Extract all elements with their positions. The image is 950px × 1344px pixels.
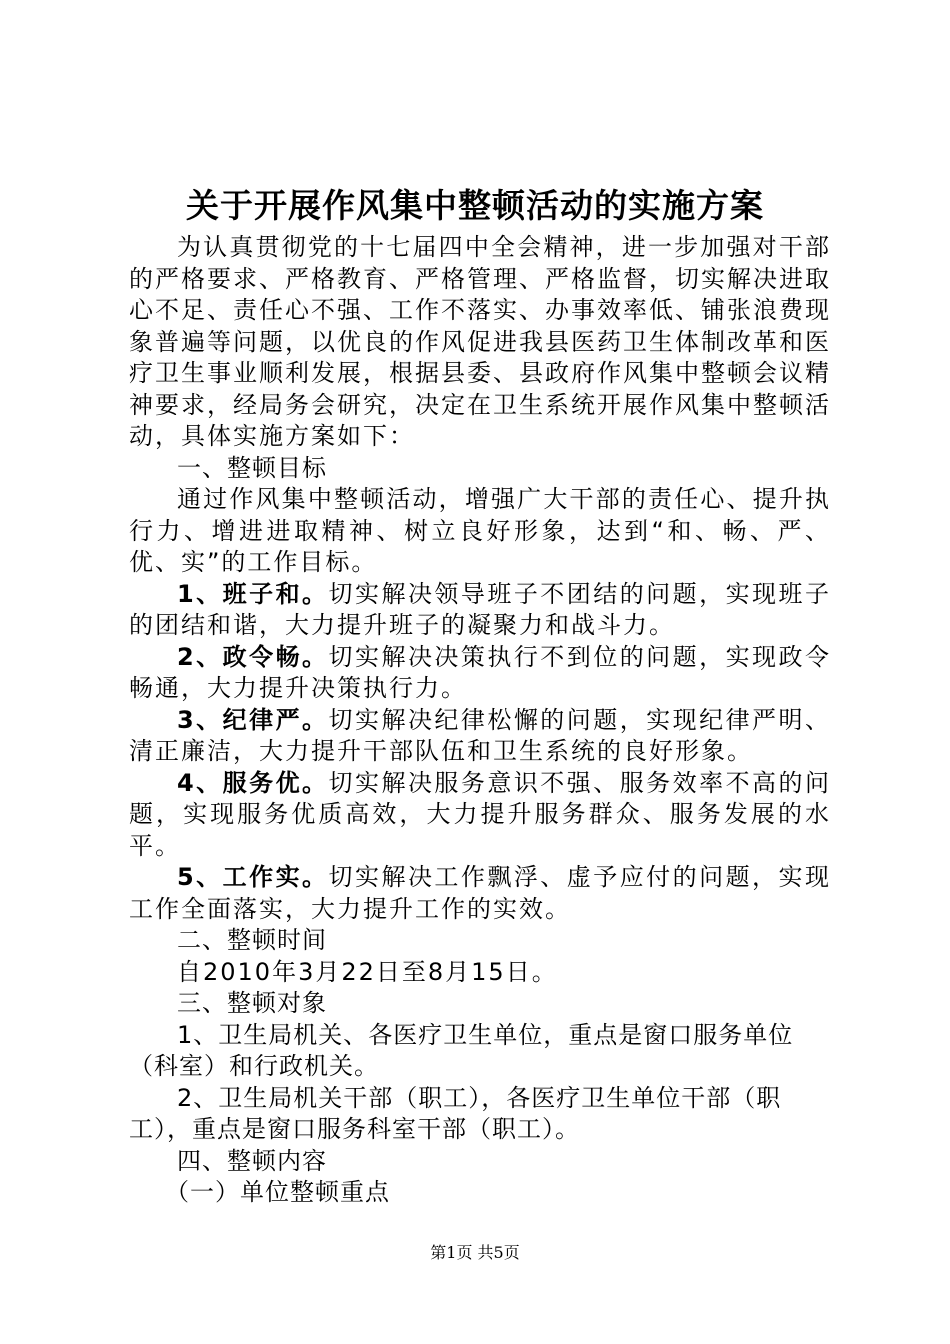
goal-item-text: 切实解决纪律松懈的问题，实现纪律严明、清正廉洁，大力提升干部队伍和卫生系统的良好形象。	[129, 705, 832, 765]
goal-item	[129, 579, 831, 642]
target-item: 1、卫生局机关、各医疗卫生单位，重点是窗口服务单位（科室）和行政机关。	[129, 1020, 794, 1080]
time-paragraph: 自2010年3月22日至8月15日。	[177, 957, 558, 986]
goals-paragraph: 通过作风集中整顿活动，增强广大干部的责任心、提升执行力、增进进取精神、树立良好形象，达到“和、畅、严、优、实”的工作目标。	[129, 485, 831, 576]
goal-item-lead: 1、班子和。	[177, 579, 329, 608]
goal-item-text: 切实解决服务意识不强、服务效率不高的问题，实现服务优质高效，大力提升服务群众、服务发展的水平。	[129, 768, 832, 860]
goal-item-lead: 5、工作实。	[177, 863, 329, 891]
goal-item-text: 切实解决领导班子不团结的问题，实现班子的团结和谐，大力提升班子的凝聚力和战斗力。	[129, 579, 832, 639]
target-item: 2、卫生局机关干部（职工），各医疗卫生单位干部（职工），重点是窗口服务科室干部（职工）。	[129, 1083, 782, 1143]
goal-item	[129, 642, 831, 705]
goal-item-lead: 2、政令畅。	[177, 642, 329, 671]
section-heading-goals: 一、整顿目标	[177, 453, 327, 482]
goal-item	[129, 862, 831, 925]
goal-item-lead: 4、服务优。	[177, 768, 329, 797]
section-heading-content: 四、整顿内容	[177, 1146, 327, 1175]
intro-paragraph: 为认真贯彻党的十七届四中全会精神，进一步加强对干部的严格要求、严格教育、严格管理、严格监督，切实解决进取心不足、责任心不强、工作不落实、办事效率低、铺张浪费现象普遍等问题，以优良的作风促进我县医药卫生体制改革和医疗卫生事业顺利发展，根据县委、县政府作风集中整顿会议精神要求，经局务会研究，决定在卫生系统开展作风集中整顿活动，具体实施方案如下：	[129, 233, 831, 450]
document-title: 关于开展作风集中整顿活动的实施方案	[186, 186, 764, 225]
subsection-heading: （一）单位整顿重点	[165, 1178, 390, 1206]
section-heading-targets: 三、整顿对象	[177, 989, 327, 1017]
goal-item-text: 切实解决决策执行不到位的问题，实现政令畅通，大力提升决策执行力。	[129, 642, 832, 702]
goal-item	[129, 705, 831, 768]
page-footer: 第1页 共5页	[430, 1243, 520, 1262]
goal-item	[129, 768, 831, 863]
section-heading-time: 二、整顿时间	[177, 926, 327, 954]
document-body	[129, 232, 831, 1209]
goal-item-lead: 3、纪律严。	[177, 705, 329, 734]
goal-item-text: 切实解决工作飘浮、虚予应付的问题，实现工作全面落实，大力提升工作的实效。	[129, 863, 832, 923]
